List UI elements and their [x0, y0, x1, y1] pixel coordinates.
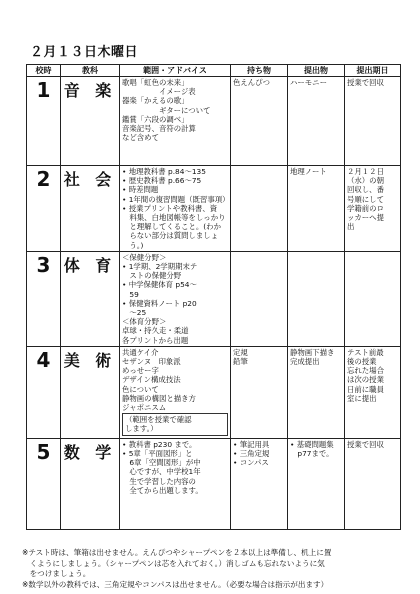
- note-line: をつけましょう。: [22, 569, 91, 578]
- submit-line: ハーモニー: [290, 78, 327, 87]
- submit-cell: [288, 346, 345, 438]
- items-cell: [231, 438, 288, 529]
- note-line: くようにしましょう。（シャープペンは芯を入れておく。）消しゴムも忘れないように気: [22, 558, 325, 568]
- due-line: 授業で回収: [347, 439, 384, 449]
- advice-cell: [120, 251, 231, 346]
- advice-line: 59: [122, 289, 139, 299]
- advice-line: など含めて: [122, 133, 159, 143]
- due-cell: [345, 438, 401, 529]
- due-line: 学籍前のロ: [347, 203, 384, 213]
- advice-line: ～25: [122, 308, 147, 318]
- advice-line: • 歴史教科書 p.66～75: [122, 176, 202, 186]
- items-line: • コンパス: [233, 458, 269, 468]
- table-row: [27, 438, 401, 529]
- advice-line: 鑑賞「六段の調べ」: [122, 114, 189, 124]
- due-line: （水）の朝: [347, 176, 384, 186]
- exam-schedule-table: [26, 64, 401, 530]
- advice-line: • 1年間の復習問題（既習事項）: [122, 194, 230, 204]
- advice-line: ジャポニスム: [122, 403, 167, 413]
- advice-line: 生で学習した内容の: [122, 476, 196, 486]
- submit-line: 完成提出: [290, 357, 320, 367]
- advice-line: と理解してくること。(わか: [122, 222, 221, 232]
- due-cell: [345, 77, 401, 166]
- due-line: ッカーへ提: [347, 213, 384, 223]
- table-row: [27, 166, 401, 252]
- items-line: • 筆記用具: [233, 439, 270, 449]
- submit-cell: [288, 251, 345, 346]
- submit-cell: [288, 438, 345, 529]
- advice-cell: [120, 77, 231, 166]
- header-subject: 教科: [61, 65, 120, 77]
- advice-line: イメージ表: [122, 87, 196, 97]
- advice-line: • 中学保健体育 p54～: [122, 280, 197, 290]
- items-cell: [231, 346, 288, 438]
- advice-cell: [120, 438, 231, 529]
- header-due: 提出期日: [345, 65, 401, 77]
- advice-cell: [120, 346, 231, 438]
- due-line: 授業で回収: [347, 78, 384, 87]
- advice-line: 心ですが、中学校1年: [122, 467, 201, 477]
- advice-line: 色について: [122, 384, 159, 394]
- advice-line: 静物画の構図と描き方: [122, 393, 196, 403]
- advice-line: めっせー字: [122, 366, 159, 376]
- advice-line: ＜体育分野＞: [122, 317, 167, 327]
- advice-line: • 5章「平面図形」と: [122, 448, 193, 458]
- items-cell: [231, 77, 288, 166]
- period-cell: 2: [27, 166, 61, 252]
- items-cell: [231, 251, 288, 346]
- due-line: 回収し、番: [347, 185, 384, 195]
- advice-box-line: します。）: [125, 424, 158, 434]
- advice-line: 共通ケイ介: [122, 347, 159, 357]
- due-line: 忘れた場合: [347, 366, 384, 376]
- advice-line: 音楽記号、音符の計算: [122, 124, 196, 134]
- table-header-row: [27, 65, 401, 77]
- due-line: 日前に職員: [347, 384, 384, 394]
- advice-line: 各プリントから出題: [122, 335, 189, 345]
- period-cell: 4: [27, 346, 61, 438]
- advice-line: ギターについて: [122, 105, 211, 115]
- due-line: は次の授業: [347, 375, 384, 385]
- due-line: 出: [347, 222, 355, 232]
- due-line: ２月１２日: [347, 167, 384, 176]
- table-row: [27, 77, 401, 166]
- advice-line: 6章「空間図形」が中: [122, 458, 201, 468]
- period-cell: 1: [27, 77, 61, 166]
- advice-line: セザンヌ 印象派: [122, 357, 181, 367]
- advice-line: 歌唱「虹色の未来」: [122, 78, 189, 87]
- advice-cell: [120, 166, 231, 252]
- advice-line: 全てから出題します。: [122, 485, 203, 495]
- advice-line: 料集、白地図帳等をしっかり: [122, 213, 226, 223]
- advice-line: 卓球・持久走・柔道: [122, 326, 189, 336]
- header-submit: 提出物: [288, 65, 345, 77]
- due-cell: [345, 166, 401, 252]
- advice-line: ストの保健分野: [122, 271, 182, 281]
- period-cell: 3: [27, 251, 61, 346]
- submit-line: p77まで。: [290, 448, 334, 458]
- advice-line: • 時差問題: [122, 185, 159, 195]
- items-line: 色えんぴつ: [233, 78, 270, 87]
- header-advice: 範囲・アドバイス: [120, 65, 231, 77]
- submit-line: • 基礎問題集: [290, 439, 334, 449]
- due-line: 後の授業: [347, 357, 377, 367]
- submit-cell: [288, 77, 345, 166]
- advice-note-box: [122, 413, 228, 435]
- items-line: • 三角定規: [233, 448, 270, 458]
- subject-cell: 社 会: [61, 166, 120, 252]
- period-cell: 5: [27, 438, 61, 529]
- advice-line: • 保健資料ノート p20: [122, 298, 197, 308]
- submit-cell: [288, 166, 345, 252]
- due-line: 号順にして: [347, 194, 384, 204]
- note-line: ※数学以外の教科では、三角定規やコンパスは出せません。（必要な場合は指示が出ます）: [22, 579, 329, 589]
- header-items: 持ち物: [231, 65, 288, 77]
- table-row: [27, 346, 401, 438]
- advice-line: らない部分は質問しましょ: [122, 231, 219, 241]
- advice-line: デザイン構成技法: [122, 375, 181, 385]
- advice-line: • 地理教科書 p.84～135: [122, 167, 206, 176]
- due-line: 室に提出: [347, 393, 377, 403]
- items-line: 鉛筆: [233, 357, 248, 367]
- table-row: [27, 251, 401, 346]
- advice-line: • 1学期、2学期期末テ: [122, 262, 198, 272]
- advice-line: • 教科書 p230 まで。: [122, 439, 197, 449]
- due-cell: [345, 346, 401, 438]
- subject-cell: 美 術: [61, 346, 120, 438]
- submit-line: 静物画下描き: [290, 347, 335, 357]
- advice-line: ＜保健分野＞: [122, 252, 167, 262]
- items-line: 定規: [233, 347, 248, 357]
- items-cell: [231, 166, 288, 252]
- due-line: テスト前最: [347, 347, 384, 357]
- subject-cell: 体 育: [61, 251, 120, 346]
- subject-cell: 数 学: [61, 438, 120, 529]
- advice-line: • 授業プリントや教科書、資: [122, 203, 218, 213]
- note-line: ※テスト時は、筆箱は出せません。えんぴつやシャープペンを２本以上は準備し、机上に置: [22, 548, 332, 557]
- page-title: ２月１３日木曜日: [30, 45, 139, 60]
- advice-line: 器楽「かえるの歌」: [122, 96, 189, 106]
- submit-line: 地理ノート: [290, 167, 327, 176]
- header-period: 校時: [27, 65, 61, 77]
- due-cell: [345, 251, 401, 346]
- subject-cell: 音 楽: [61, 77, 120, 166]
- advice-box-line: （範囲を授業で確認: [125, 415, 192, 425]
- advice-line: う。): [122, 240, 144, 250]
- notes: [22, 548, 402, 590]
